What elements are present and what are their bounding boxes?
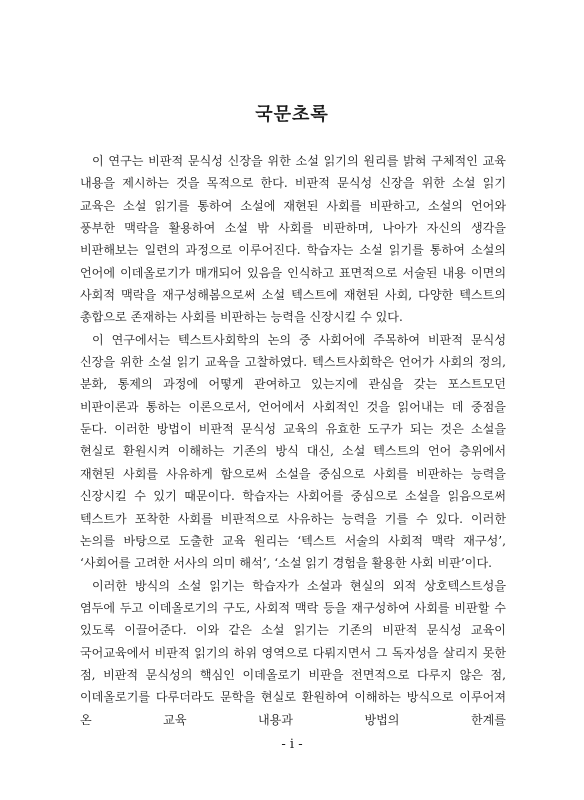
abstract-body [80, 150, 506, 731]
page-title: 국문초록 [255, 104, 329, 125]
page-number: - i - [281, 737, 303, 752]
paragraph-1: 이 연구는 비판적 문식성 신장을 위한 소설 읽기의 원리를 밝혀 구체적인 교육 내용을 제시하는 것을 목적으로 한다. 비판적 문식성 신장을 위한 소설 읽기 교육은 소설 읽기를 통하여 소설에 재현된 사회를 비판하고, 소설의 언어와 풍부한 맥락을 활용하여 소설 밖 사회를 비판하며, 나아가 자신의 생각을 비판해보는 일련의 과정으로 이루어진다. 학습자는 소설 읽기를 통하여 소설의 언어에 이데올로기가 매개되어 있음을 인식하고 표면적으로 서술된 내용 이면의 사회적 맥락을 재구성해봄으로써 소설 텍스트에 재현된 사회, 다양한 텍스트의 총합으로 존재하는 사회를 비판하는 능력을 신장시킬 수 있다. [80, 154, 506, 325]
paragraph-3: 이러한 방식의 소설 읽기는 학습자가 소설과 현실의 외적 상호텍스트성을 염두에 두고 이데올로기의 구도, 사회적 맥락 등을 재구성하여 사회를 비판할 수 있도록 이끌어준다. 이와 같은 소설 읽기는 기존의 비판적 문식성 교육이 국어교육에서 비판적 읽기의 하위 영역으로 다뤄지면서 그 독자성을 살리지 못한 점, 비판적 문식성의 핵심인 이데올로기 비판을 전면적으로 다루지 않은 점, 이데올로기를 다루더라도 문학을 현실로 환원하여 이해하는 방식으로 이루어져 온 교육 내용과 방법의 한계를 [80, 578, 506, 727]
paragraph-2: 이 연구에서는 텍스트사회학의 논의 중 사회어에 주목하여 비판적 문식성 신장을 위한 소설 읽기 교육을 고찰하였다. 텍스트사회학은 언어가 사회의 정의, 분화, 통제의 과정에 어떻게 관여하고 있는지에 관심을 갖는 포스트모던 비판이론과 통하는 이론으로서, 언어에서 사회적인 것을 읽어내는 데 중점을 둔다. 이러한 방법이 비판적 문식성 교육의 유효한 도구가 되는 것은 소설을 현실로 환원시켜 이해하는 기존의 방식 대신, 소설 텍스트의 언어 층위에서 재현된 사회를 사유하게 함으로써 소설을 중심으로 사회를 비판하는 능력을 신장시킬 수 있기 때문이다. 학습자는 사회어를 중심으로 소설을 읽음으로써 텍스트가 포착한 사회를 비판적으로 사유하는 능력을 기를 수 있다. 이러한 논의를 바탕으로 도출한 교육 원리는 ‘텍스트 서술의 사회적 맥락 재구성’, ‘사회어를 고려한 서사의 의미 해석’, ‘소설 읽기 경험을 활용한 사회 비판’이다. [80, 332, 506, 571]
